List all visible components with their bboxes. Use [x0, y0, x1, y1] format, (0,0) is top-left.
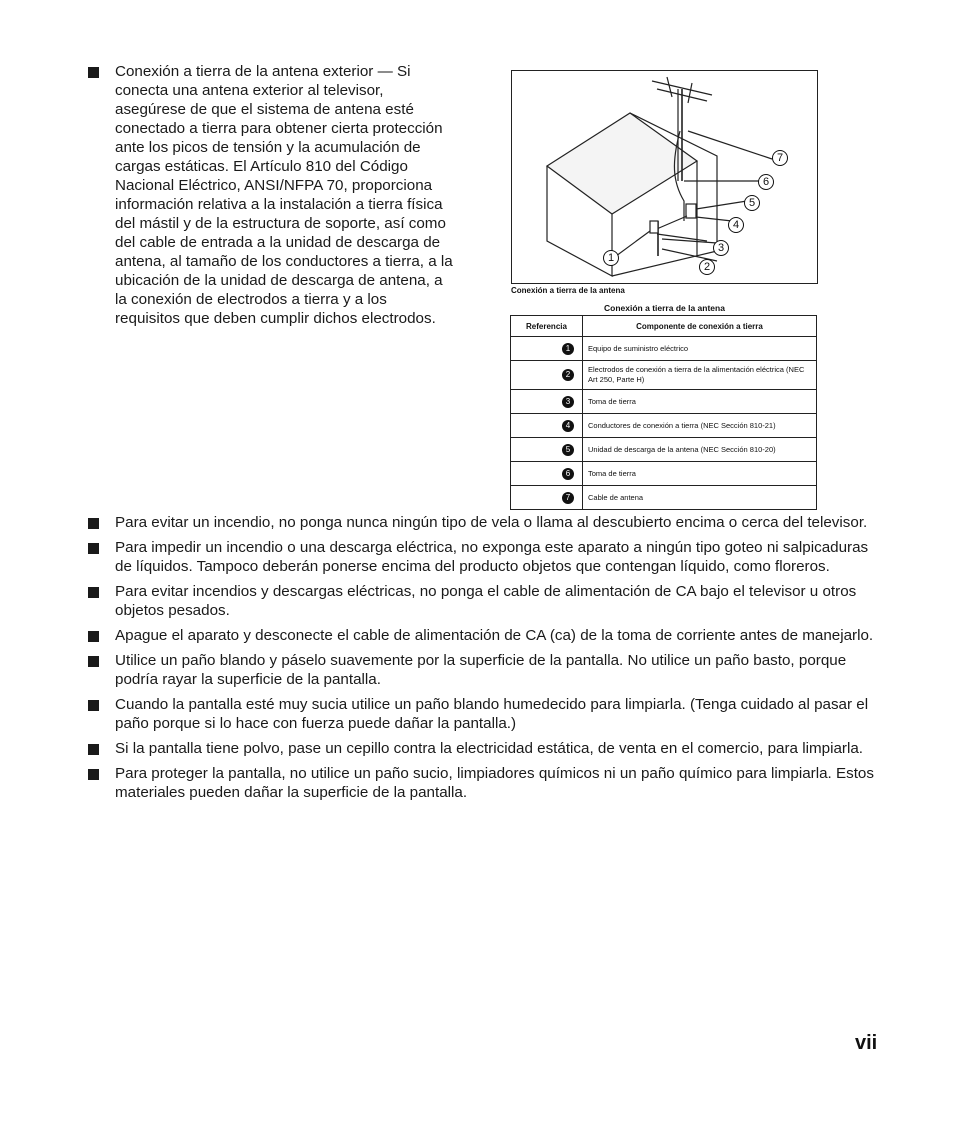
intro-bullet-text: Conexión a tierra de la antena exterior — Si conecta una antena exterior al televisor, asegúrese de que el sistema de antena esté conectado a tierra para obtener cierta protección ante los picos de tensión y la acumulación de cargas estáticas. El Artículo 810 del Código Nacional Eléctrico, ANSI/NFPA 70, proporciona información relativa a la instalación a tierra física del mástil y de la estructura de soporte, así como del cable de entrada a la unidad de descarga de antena, al tamaño de los conductores a tierra, a la ubicación de la unidad de descarga de antena, a la conexión de electrodos a tierra y a los requisitos que deben cumplir dichos electrodos. [115, 63, 453, 327]
list-item-text: Para evitar incendios y descargas eléctricas, no ponga el cable de alimentación de CA bajo el televisor u otros objetos pesados. [115, 583, 857, 619]
list-item [88, 513, 888, 532]
table-row [511, 390, 817, 414]
reference-number: 5 [562, 444, 574, 456]
table-row [511, 361, 817, 390]
intro-bullet [88, 62, 458, 328]
component-description: Unidad de descarga de la antena (NEC Sección 810-20) [583, 438, 817, 462]
safety-bullet-list [88, 513, 888, 808]
callout-1: 1 [603, 250, 619, 266]
bullet-square-icon [88, 518, 99, 529]
bullet-square-icon [88, 587, 99, 598]
list-item-text: Para evitar un incendio, no ponga nunca ningún tipo de vela o llama al descubierto encima o cerca del televisor. [115, 514, 868, 531]
bullet-square-icon [88, 700, 99, 711]
bullet-square-icon [88, 744, 99, 755]
component-description: Toma de tierra [583, 390, 817, 414]
bullet-square-icon [88, 543, 99, 554]
reference-number: 4 [562, 420, 574, 432]
bullet-square-icon [88, 67, 99, 78]
callout-2: 2 [699, 259, 715, 275]
component-description: Toma de tierra [583, 462, 817, 486]
list-item [88, 764, 888, 802]
bullet-square-icon [88, 769, 99, 780]
list-item-text: Cuando la pantalla esté muy sucia utilice un paño blando humedecido para limpiarla. (Tenga cuidado al pasar el paño porque si lo hace con fuerza puede dañar la pantalla.) [115, 696, 869, 732]
bullet-square-icon [88, 631, 99, 642]
header-component: Componente de conexión a tierra [583, 316, 817, 337]
list-item [88, 651, 888, 689]
list-item [88, 739, 888, 758]
callout-4: 4 [728, 217, 744, 233]
reference-number: 2 [562, 369, 574, 381]
reference-number: 1 [562, 343, 574, 355]
antenna-grounding-figure [511, 70, 818, 284]
list-item [88, 626, 888, 645]
reference-number: 7 [562, 492, 574, 504]
callout-7: 7 [772, 150, 788, 166]
table-row [511, 462, 817, 486]
table-title: Conexión a tierra de la antena [604, 303, 725, 313]
table-row [511, 438, 817, 462]
callout-5: 5 [744, 195, 760, 211]
component-description: Electrodos de conexión a tierra de la alimentación eléctrica (NEC Art 250, Parte H) [583, 361, 817, 390]
table-row [511, 414, 817, 438]
table-row [511, 337, 817, 361]
list-item [88, 582, 888, 620]
table-row [511, 486, 817, 510]
table-header-row [511, 316, 817, 337]
list-item [88, 538, 888, 576]
reference-number: 6 [562, 468, 574, 480]
list-item-text: Apague el aparato y desconecte el cable de alimentación de CA (ca) de la toma de corriente antes de manejarlo. [115, 627, 874, 644]
callout-3: 3 [713, 240, 729, 256]
callout-6: 6 [758, 174, 774, 190]
list-item [88, 695, 888, 733]
grounding-table [510, 315, 817, 510]
component-description: Conductores de conexión a tierra (NEC Sección 810-21) [583, 414, 817, 438]
component-description: Cable de antena [583, 486, 817, 510]
component-description: Equipo de suministro eléctrico [583, 337, 817, 361]
figure-caption: Conexión a tierra de la antena [511, 286, 625, 295]
bullet-square-icon [88, 656, 99, 667]
page-number: vii [855, 1032, 878, 1054]
list-item-text: Para proteger la pantalla, no utilice un paño sucio, limpiadores químicos ni un paño químico para limpiarla. Estos materiales pueden dañar la superficie de la pantalla. [115, 765, 874, 801]
reference-number: 3 [562, 396, 574, 408]
list-item-text: Si la pantalla tiene polvo, pase un cepillo contra la electricidad estática, de venta en el comercio, para limpiarla. [115, 740, 863, 757]
list-item-text: Utilice un paño blando y páselo suavemente por la superficie de la pantalla. No utilice un paño basto, porque podría rayar la superficie de la pantalla. [115, 652, 847, 688]
list-item-text: Para impedir un incendio o una descarga eléctrica, no exponga este aparato a ningún tipo goteo ni salpicaduras de líquidos. Tampoco deberán ponerse encima del producto objetos que contengan líquido, como floreros. [115, 539, 869, 575]
header-reference: Referencia [511, 316, 583, 337]
